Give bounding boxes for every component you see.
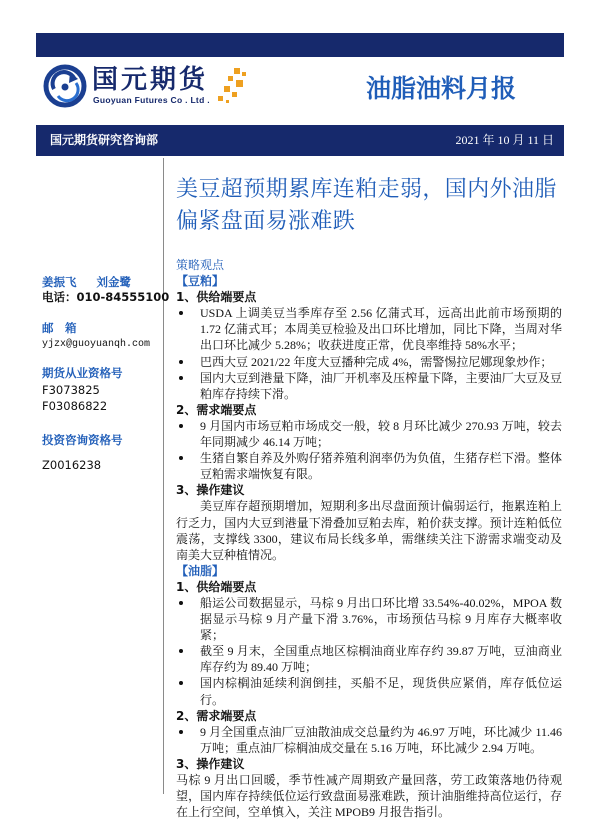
analyst-names bbox=[42, 275, 131, 290]
report-title: 美豆超预期累库连粕走弱，国内外油脂偏紧盘面易涨难跌 bbox=[176, 177, 557, 234]
subsection-heading: 3、操作建议 bbox=[176, 756, 245, 771]
bullet-marker bbox=[179, 649, 183, 653]
subsection-heading: 1、供给端要点 bbox=[176, 290, 257, 305]
email-label: 邮 箱 bbox=[42, 321, 77, 335]
bullet-text: 截至 9 月末，全国重点地区棕榈油商业库存约 39.87 万吨，豆油商业库存约为 89.40 万吨； bbox=[200, 644, 562, 675]
report-type-title: 油脂油料月报 bbox=[366, 74, 517, 103]
bullet-item bbox=[176, 305, 562, 353]
bullet-marker bbox=[179, 311, 183, 315]
bullet-text: 9 月国内市场豆粕市场成交一般，较 8 月环比减少 270.93 万吨，较去年同期减少 46.14 万吨； bbox=[200, 418, 562, 450]
top-banner-bar bbox=[36, 33, 564, 57]
report-body bbox=[176, 257, 562, 820]
bullet-item bbox=[176, 675, 562, 707]
analyst-name: 姜振飞 bbox=[42, 275, 77, 289]
futures-license-number: F3073825 bbox=[42, 383, 100, 397]
futures-license-label: 期货从业资格号 bbox=[42, 366, 123, 380]
subsection-heading: 1、供给端要点 bbox=[176, 579, 257, 594]
company-name-english: Guoyuan Futures Co . Ltd . bbox=[93, 95, 210, 105]
department-name: 国元期货研究咨询部 bbox=[50, 133, 159, 147]
bullet-item bbox=[176, 724, 562, 756]
bullet-marker bbox=[179, 730, 183, 734]
info-bar bbox=[36, 125, 564, 156]
advice-paragraph: 美豆库存超预期增加，短期利多出尽盘面预计偏弱运行，拖累连粕上行乏力，国内大豆到港量下滑叠加豆粕去库，粕价获支撑。预计连粕低位震荡，支撑线 3300，建议布局长线多单，需继续关注下游需求端变动及南美大豆种植情况。 bbox=[176, 499, 562, 562]
bullet-item bbox=[176, 354, 562, 370]
analyst-phone: 电话：010-84555100 bbox=[42, 290, 170, 304]
bullet-marker bbox=[179, 681, 183, 685]
subsection-heading: 2、需求端要点 bbox=[176, 708, 257, 723]
bullet-item bbox=[176, 595, 562, 643]
logo-decoration bbox=[216, 68, 248, 104]
bullet-item bbox=[176, 643, 562, 675]
bullet-marker bbox=[179, 360, 183, 364]
bullet-marker bbox=[179, 424, 183, 428]
bullet-marker bbox=[179, 456, 183, 460]
strategy-label: 策略观点 bbox=[176, 258, 225, 272]
consulting-license-label: 投资咨询资格号 bbox=[42, 433, 123, 447]
bullet-item bbox=[176, 370, 562, 402]
bullet-text: 船运公司数据显示，马棕 9 月出口环比增 33.54%-40.02%，MPOA 数据显示马棕 9 月产量下滑 3.76%，市场预估马棕 9 月库存大概率收紧； bbox=[200, 595, 562, 643]
futures-license-number: F03086822 bbox=[42, 399, 108, 413]
section-label-oils: 【油脂】 bbox=[176, 563, 225, 578]
bullet-marker bbox=[179, 376, 183, 380]
consulting-license-number: Z0016238 bbox=[42, 458, 102, 472]
guoyuan-logo-icon bbox=[43, 64, 87, 108]
bullet-text: 9 月全国重点油厂豆油散油成交总量约为 46.97 万吨，环比减少 11.46 万吨；重点油厂棕榈油成交量在 5.16 万吨，环比减少 2.94 万吨。 bbox=[200, 724, 562, 755]
report-date: 2021 年 10 月 11 日 bbox=[455, 133, 554, 147]
bullet-item bbox=[176, 418, 562, 450]
bullet-text: 巴西大豆 2021/22 年度大豆播种完成 4%，需警惕拉尼娜现象炒作； bbox=[200, 354, 553, 369]
section-label-soymeal: 【豆粕】 bbox=[176, 274, 225, 289]
bullet-text: 国内大豆到港量下降，油厂开机率及压榨量下降，主要油厂大豆及豆粕库存持续下滑。 bbox=[200, 370, 562, 401]
column-divider bbox=[163, 158, 164, 794]
subsection-heading: 2、需求端要点 bbox=[176, 402, 257, 417]
company-name: 国元期货 bbox=[92, 65, 209, 95]
analyst-email: yjzx@guoyuanqh.com bbox=[42, 339, 151, 350]
bullet-text: 生猪自繁自养及外购仔猪养殖利润率仍为负值，生猪存栏下滑。整体豆粕需求端恢复有限。 bbox=[200, 451, 562, 482]
bullet-marker bbox=[179, 601, 183, 605]
bullet-item bbox=[176, 450, 562, 482]
analyst-name: 刘金鹭 bbox=[96, 275, 131, 289]
subsection-heading: 3、操作建议 bbox=[176, 483, 245, 498]
advice-paragraph: 马棕 9 月出口回暖，季节性减产周期致产量回落，劳工政策落地仍待观望，国内库存持续低位运行致盘面易涨难跌，预计油脂维持高位运行，存在上行空间，空单慎入，关注 MPOB9 月报告指引。 bbox=[176, 773, 562, 820]
bullet-text: USDA 上调美豆当季库存至 2.56 亿蒲式耳，远高出此前市场预期的 1.72 亿蒲式耳；本周美豆检验及出口环比增加，同比下降，当周对华出口环比减少 5.28%；收获进度正常，优良率维持 58%水平； bbox=[200, 306, 562, 353]
bullet-text: 国内棕榈油延续利润倒挂，买船不足，现货供应紧俏，库存低位运行。 bbox=[200, 676, 562, 707]
